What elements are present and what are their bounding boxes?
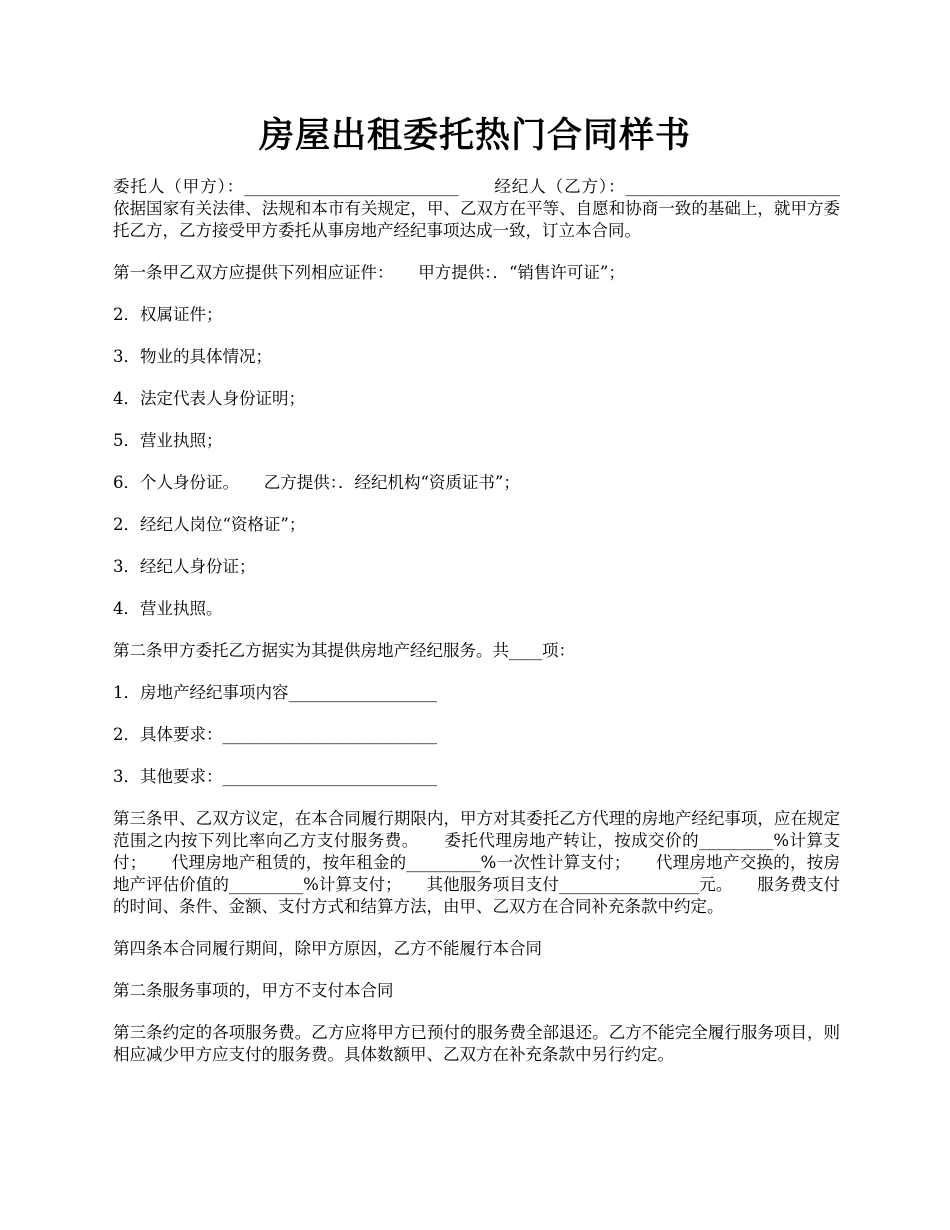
paragraph-article-3-ref: 第三条约定的各项服务费。乙方应将甲方已预付的服务费全部退还。乙方不能完全履行服务项目，则相应减少甲方应支付的服务费。具体数额甲、乙双方在补充条款中另行约定。 <box>113 1023 840 1064</box>
list-item: 3．经纪人身份证； <box>113 557 256 576</box>
list-item: 3．其他要求：__________________________ <box>113 767 437 786</box>
document-body <box>113 176 873 1086</box>
list-item: 4．营业执照。 <box>113 599 223 618</box>
list-item: 2．经纪人岗位“资格证”； <box>113 515 306 534</box>
list-item: 3．物业的具体情况； <box>113 347 272 366</box>
list-item: 2．具体要求：__________________________ <box>113 725 437 744</box>
paragraph-article-3: 第三条甲、乙双方议定，在本合同履行期限内，甲方对其委托乙方代理的房地产经纪事项，应在规定范围之内按下列比率向乙方支付服务费。 委托代理房地产转让，按成交价的_________%计算支付； 代理房地产租赁的，按年租金的_________%一次性计算支付； 代理房地产交换的，按房地产评估价值的_________%计算支付； 其他服务项目支付_________________元。 服务费支付的时间、条件、金额、支付方式和结算方法，由甲、乙双方在合同补充条款中约定。 <box>113 809 840 916</box>
paragraph-intro: 委托人（甲方）：__________________________ 经纪人（乙方）：__________________________ 依据国家有关法律、法规和本市有关规定，甲、乙双方在平等、自愿和协商一致的基础上，就甲方委托乙方，乙方接受甲方委托从事房地产经纪事项达成一致，订立本合同。 <box>113 177 873 240</box>
list-item: 6．个人身份证。 乙方提供：．经纪机构“资质证书”； <box>113 473 520 492</box>
paragraph-article-4: 第四条本合同履行期间，除甲方原因，乙方不能履行本合同 <box>113 939 542 958</box>
list-item: 4．法定代表人身份证明； <box>113 389 305 408</box>
paragraph-article-1: 第一条甲乙双方应提供下列相应证件： 甲方提供：．“销售许可证”； <box>113 263 625 282</box>
list-item: 5．营业执照； <box>113 431 223 450</box>
list-item: 1．房地产经纪事项内容__________________ <box>113 683 437 702</box>
document-title: 房屋出租委托热门合同样书 <box>258 115 691 156</box>
paragraph-article-2-ref: 第二条服务事项的，甲方不支付本合同 <box>113 981 394 1000</box>
paragraph-article-2: 第二条甲方委托乙方据实为其提供房地产经纪服务。共____项： <box>113 641 575 660</box>
list-item: 2．权属证件； <box>113 305 223 324</box>
